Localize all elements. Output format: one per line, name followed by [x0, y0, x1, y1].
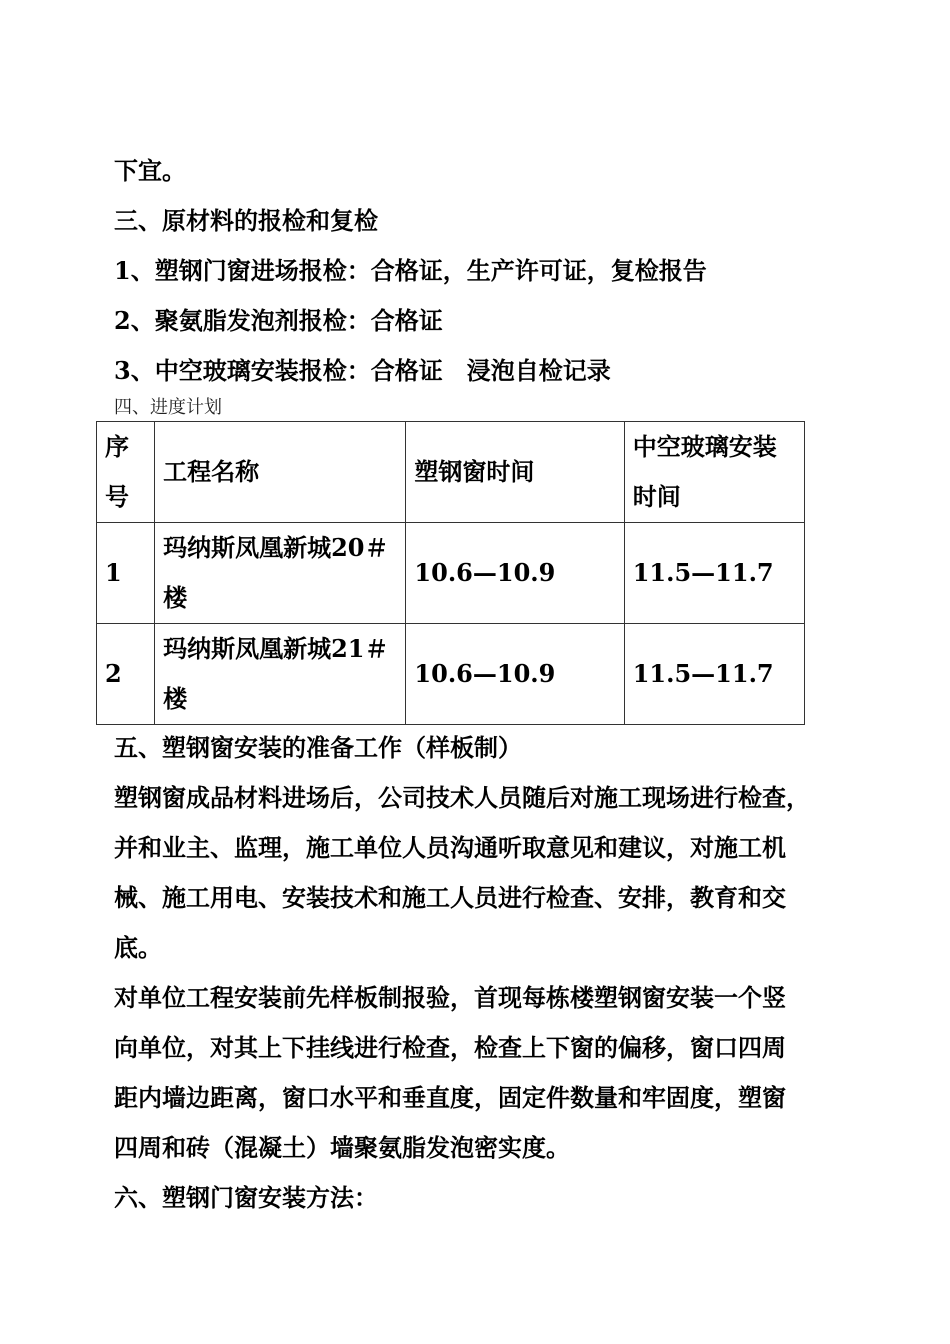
text-line: 3、中空玻璃安装报检：合格证 浸泡自检记录 — [114, 356, 611, 385]
text-line: 向单位，对其上下挂线进行检查，检查上下窗的偏移，窗口四周 — [114, 1033, 786, 1062]
section-heading-small: 四、进度计划 — [114, 397, 222, 418]
table-cell: 10.6—10.9 — [406, 624, 624, 725]
table-cell: 2 — [97, 624, 155, 725]
text-line: 2、聚氨脂发泡剂报检：合格证 — [114, 306, 443, 335]
table-row — [97, 624, 805, 725]
table-cell: 10.6—10.9 — [406, 523, 624, 624]
table-row — [97, 523, 805, 624]
table-cell: 玛纳斯凤凰新城21＃楼 — [155, 624, 406, 725]
section-heading: 三、原材料的报检和复检 — [114, 206, 378, 235]
header-cell: 序号 — [97, 422, 155, 523]
header-cell: 工程名称 — [155, 422, 406, 523]
text-line: 1、塑钢门窗进场报检：合格证，生产许可证，复检报告 — [114, 256, 707, 285]
schedule-table — [96, 421, 805, 725]
table-cell: 玛纳斯凤凰新城20＃楼 — [155, 523, 406, 624]
text-line: 四周和砖（混凝土）墙聚氨脂发泡密实度。 — [114, 1133, 570, 1162]
table-cell: 1 — [97, 523, 155, 624]
text-line: 底。 — [114, 933, 162, 962]
section-heading: 五、塑钢窗安装的准备工作（样板制） — [114, 733, 522, 762]
table-cell: 11.5—11.7 — [624, 624, 804, 725]
text-line: 并和业主、监理，施工单位人员沟通听取意见和建议，对施工机 — [114, 833, 786, 862]
text-line: 距内墙边距离，窗口水平和垂直度，固定件数量和牢固度，塑窗 — [114, 1083, 786, 1112]
table-cell: 11.5—11.7 — [624, 523, 804, 624]
section-heading: 六、塑钢门窗安装方法： — [114, 1183, 378, 1212]
header-cell: 塑钢窗时间 — [406, 422, 624, 523]
text-line: 对单位工程安装前先样板制报验，首现每栋楼塑钢窗安装一个竖 — [114, 983, 786, 1012]
text-line: 械、施工用电、安装技术和施工人员进行检查、安排，教育和交 — [114, 883, 786, 912]
table-header-row — [97, 422, 805, 523]
text-line: 塑钢窗成品材料进场后，公司技术人员随后对施工现场进行检查， — [114, 783, 810, 812]
text-line: 下宜。 — [114, 156, 186, 185]
header-cell: 中空玻璃安装时间 — [624, 422, 804, 523]
